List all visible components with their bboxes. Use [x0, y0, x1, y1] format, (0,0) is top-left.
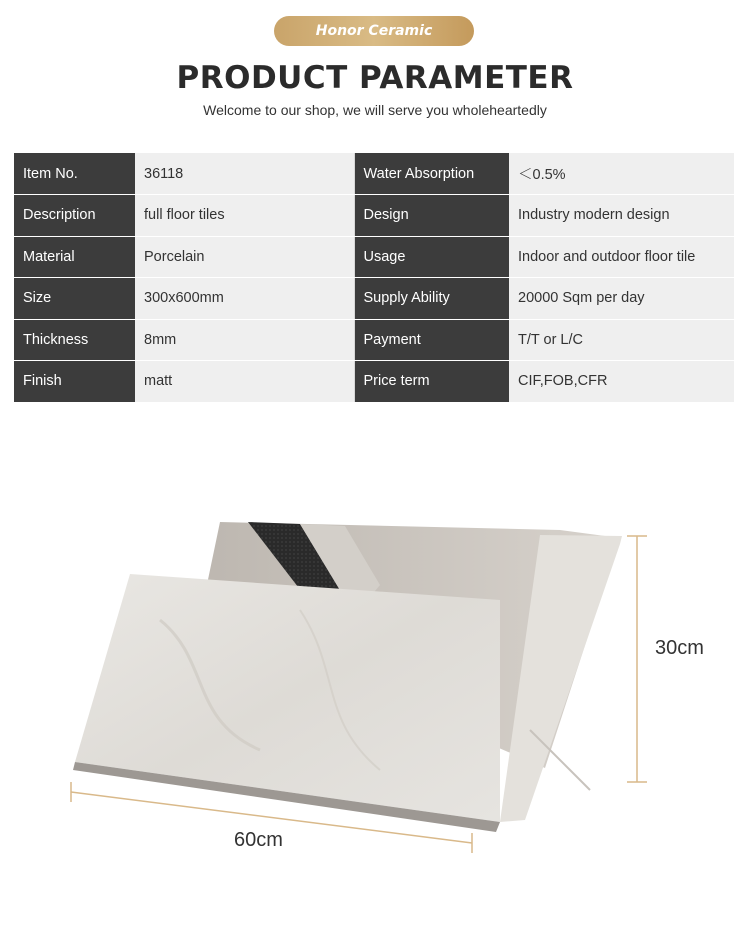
param-key: Size [14, 278, 135, 320]
table-row [14, 319, 734, 361]
height-label: 30cm [655, 637, 704, 659]
brand-badge: Honor Ceramic [274, 16, 474, 46]
front-tile [75, 574, 500, 822]
page-subtitle: Welcome to our shop, we will serve you wholeheartedly [203, 102, 547, 118]
product-illustration [0, 500, 750, 880]
param-value: CIF,FOB,CFR [509, 361, 734, 403]
tile-image [0, 500, 750, 880]
param-value: Industry modern design [509, 195, 734, 237]
param-value: 36118 [135, 153, 354, 195]
param-key: Payment [354, 319, 509, 361]
table-row [14, 236, 734, 278]
param-value: T/T or L/C [509, 319, 734, 361]
table-row [14, 195, 734, 237]
param-value: Porcelain [135, 236, 354, 278]
param-key: Supply Ability [354, 278, 509, 320]
param-value: 20000 Sqm per day [509, 278, 734, 320]
param-key: Thickness [14, 319, 135, 361]
parameter-table [14, 153, 734, 403]
table-row [14, 278, 734, 320]
table-row [14, 153, 734, 195]
table-row [14, 361, 734, 403]
page-title: PRODUCT PARAMETER [176, 60, 574, 96]
param-key: Item No. [14, 153, 135, 195]
param-key: Material [14, 236, 135, 278]
param-value: Indoor and outdoor floor tile [509, 236, 734, 278]
width-label: 60cm [234, 829, 283, 851]
param-value: 8mm [135, 319, 354, 361]
param-value: matt [135, 361, 354, 403]
param-key: Price term [354, 361, 509, 403]
param-value: 300x600mm [135, 278, 354, 320]
param-key: Usage [354, 236, 509, 278]
param-value: full floor tiles [135, 195, 354, 237]
param-key: Water Absorption [354, 153, 509, 195]
param-key: Description [14, 195, 135, 237]
param-key: Design [354, 195, 509, 237]
param-key: Finish [14, 361, 135, 403]
param-value: ＜0.5% [509, 153, 734, 195]
